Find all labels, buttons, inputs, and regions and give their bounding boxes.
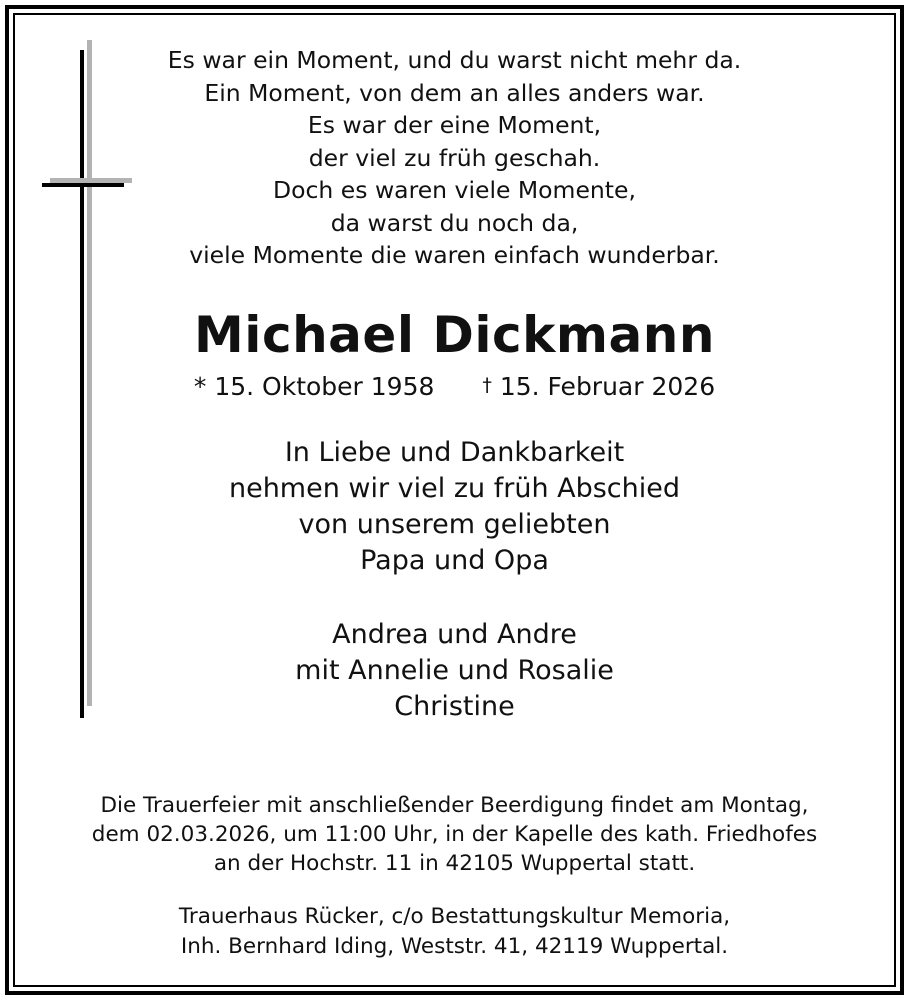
dedication-line: von unserem geliebten bbox=[298, 509, 611, 540]
poem-line: Es war ein Moment, und du warst nicht mehr da. bbox=[167, 46, 742, 74]
dedication-line: Papa und Opa bbox=[360, 545, 549, 576]
undertaker-info bbox=[0, 902, 909, 962]
birth-date: 15. Oktober 1958 bbox=[214, 372, 435, 401]
poem bbox=[0, 44, 909, 272]
undertaker-line: Trauerhaus Rücker, c/o Bestattungskultur Memoria, bbox=[178, 904, 731, 929]
family-line: Christine bbox=[394, 691, 515, 722]
dedication-line: In Liebe und Dankbarkeit bbox=[284, 437, 625, 468]
death-date: 15. Februar 2026 bbox=[499, 372, 716, 401]
poem-line: Es war der eine Moment, bbox=[307, 111, 602, 139]
poem-line: Ein Moment, von dem an alles anders war. bbox=[204, 78, 705, 107]
poem-line: viele Momente die waren einfach wunderbar. bbox=[189, 241, 720, 269]
dedication bbox=[0, 435, 909, 579]
family-line: mit Annelie und Rosalie bbox=[295, 655, 614, 686]
life-dates bbox=[0, 366, 909, 406]
poem-line: da warst du noch da, bbox=[330, 208, 579, 237]
undertaker-line: Inh. Bernhard Iding, Weststr. 41, 42119 Wuppertal. bbox=[180, 934, 729, 959]
dedication-line: nehmen wir viel zu früh Abschied bbox=[228, 473, 681, 504]
family-line: Andrea und Andre bbox=[332, 619, 577, 650]
funeral-line: an der Hochstr. 11 in 42105 Wuppertal statt. bbox=[213, 851, 696, 876]
poem-line: der viel zu früh geschah. bbox=[308, 143, 601, 172]
deceased-name: Michael Dickmann bbox=[194, 306, 715, 364]
funeral-line: Die Trauerfeier mit anschließender Beerdigung findet am Montag, bbox=[100, 793, 809, 818]
funeral-line: dem 02.03.2026, um 11:00 Uhr, in der Kapelle des kath. Friedhofes bbox=[91, 822, 818, 847]
death-symbol: † bbox=[482, 374, 492, 396]
poem-line: Doch es waren viele Momente, bbox=[273, 176, 636, 204]
birth-symbol: * bbox=[193, 372, 207, 401]
funeral-notice bbox=[0, 791, 909, 878]
family-names bbox=[0, 617, 909, 725]
